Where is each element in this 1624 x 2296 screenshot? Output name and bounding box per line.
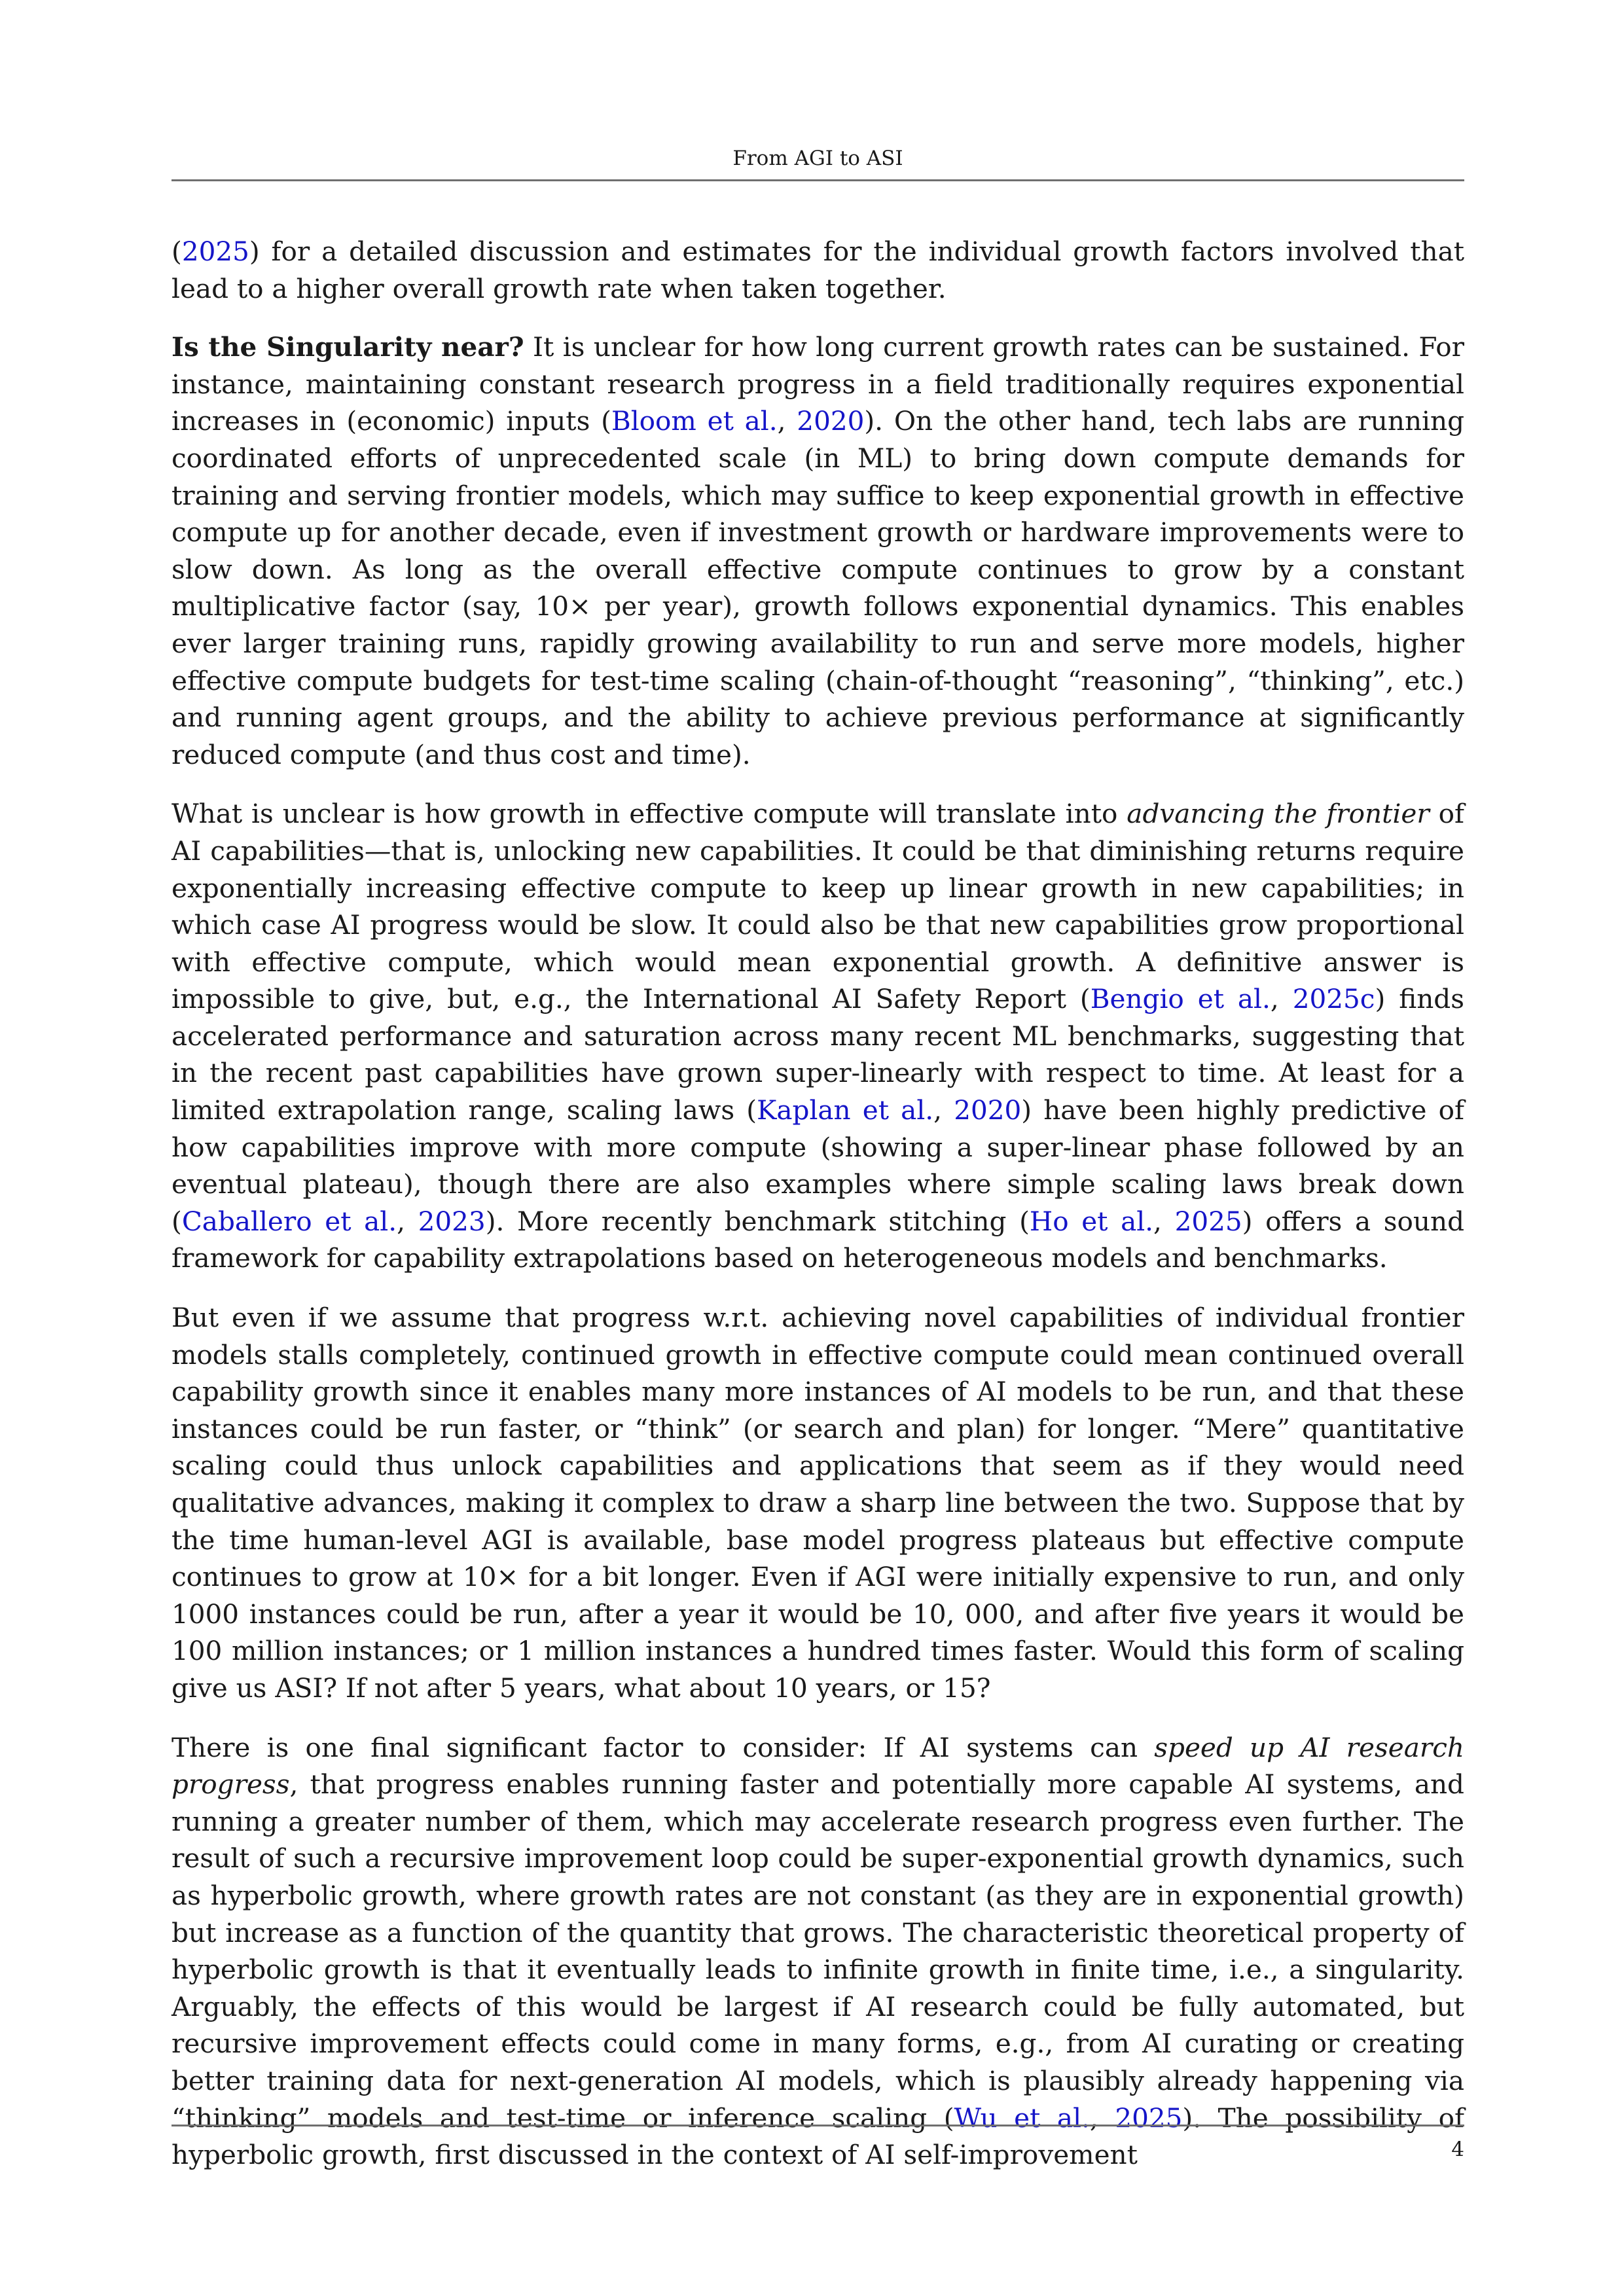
emphasis-text: advancing the frontier	[1127, 798, 1430, 830]
paragraph	[171, 1299, 1464, 1707]
body-text-run: ) have been highly predictive of how capabilities improve with more compute (showing a super-linear phase followed by an eventual plateau), though there are also examples where simple scaling laws break down (	[171, 1094, 1464, 1237]
paragraph	[171, 795, 1464, 1277]
body-text-run: ) finds accelerated performance and saturation across many recent ML benchmarks, suggesting that in the recent past capabilities have grown super-linearly with respect to time. At least for a limited extrapolation range, scaling laws (	[171, 983, 1465, 1126]
paragraph	[171, 1729, 1464, 2174]
body-text-run: ) offers a sound framework for capability extrapolations based on heterogeneous models and benchmarks.	[171, 1205, 1464, 1274]
body-text-run: ) for a detailed discussion and estimates for the individual growth factors involved that lead to a higher overall growth rate when taken together.	[171, 236, 1464, 304]
citation-link[interactable]: 2025	[1115, 2102, 1183, 2134]
body-text-run: of AI capabilities—that is, unlocking new capabilities. It could be that diminishing returns require exponentially increasing effective compute to keep up linear growth in new capabilities; in which case AI progress would be slow. It could also be that new capabilities grow proportional with effective compute, which would mean exponential growth. A definitive answer is impossible to give, but, e.g., the International AI Safety Report (	[171, 798, 1464, 1015]
body-text-run: (	[171, 236, 182, 267]
citation-link[interactable]: Wu et al.	[954, 2102, 1090, 2134]
body-text-run: ). On the other hand, tech labs are running coordinated efforts of unprecedented scale (in ML) to bring down compute demands for training and serving frontier models, which may suffice to keep exponential growth in effective compute up for another decade, even if investment growth or hardware improvements were to slow down. As long as the overall effective compute continues to grow by a constant multiplicative factor (say, 10× per year), growth follows exponential dynamics. This enables ever larger training runs, rapidly growing availability to run and serve more models, higher effective compute budgets for test-time scaling (chain-of-thought “reasoning”, “thinking”, etc.) and running agent groups, and the ability to achieve previous performance at significantly reduced compute (and thus cost and time).	[171, 405, 1464, 770]
citation-link[interactable]: Bloom et al.	[611, 405, 778, 437]
body-text-run: , that progress enables running faster and potentially more capable AI systems, and running a greater number of them, which may accelerate research progress even further. The result of such a recursive improvement loop could be super-exponential growth dynamics, such as hyperbolic growth, where growth rates are not constant (as they are in exponential growth) but increase as a function of the quantity that grows. The characteristic theoretical property of hyperbolic growth is that it eventually leads to infinite growth in finite time, i.e., a singularity. Arguably, the effects of this would be largest if AI research could be fully automated, but recursive improvement effects could come in many forms, e.g., from AI curating or creating better training data for next-generation AI models, which is plausibly already happening via “thinking” models and test-time or inference scaling (	[171, 1768, 1464, 2134]
body-text-run: ,	[1153, 1205, 1175, 1237]
body-text-run: ,	[1270, 983, 1293, 1015]
citation-link[interactable]: 2020	[954, 1094, 1022, 1126]
citation-link[interactable]: 2020	[797, 405, 865, 437]
body-text-run: It is unclear for how long current growth rates can be sustained. For instance, maintaining constant research progress in a field traditionally requires exponential increases in (economic) inputs (	[171, 331, 1464, 437]
body-text-run: There is one final significant factor to consider: If AI systems can	[171, 1731, 1155, 1763]
citation-link[interactable]: 2025c	[1292, 983, 1375, 1015]
emphasis-text: speed up AI research progress	[171, 1731, 1464, 1801]
citation-link[interactable]: 2023	[418, 1205, 486, 1237]
citation-link[interactable]: 2025	[1174, 1205, 1242, 1237]
citation-link[interactable]: 2025	[181, 236, 249, 267]
body-text-run: ,	[777, 405, 797, 437]
paragraph-heading: Is the Singularity near?	[171, 331, 524, 363]
body-text-run: What is unclear is how growth in effective compute will translate into	[171, 798, 1127, 830]
paragraph	[171, 329, 1464, 773]
citation-link[interactable]: Bengio et al.	[1090, 983, 1271, 1015]
citation-link[interactable]: Kaplan et al.	[757, 1094, 934, 1126]
paragraph	[171, 233, 1464, 307]
body-text	[171, 233, 1464, 2196]
body-text-run: ,	[1089, 2102, 1115, 2134]
body-text-run: ). More recently benchmark stitching (	[485, 1205, 1030, 1237]
page-number: 4	[1451, 2138, 1464, 2161]
running-header: From AGI to ASI	[732, 147, 903, 170]
body-text-run: ,	[397, 1205, 418, 1237]
citation-link[interactable]: Ho et al.	[1029, 1205, 1154, 1237]
footer-divider	[171, 2125, 1464, 2126]
citation-link[interactable]: Caballero et al.	[181, 1205, 397, 1237]
body-text-run: ,	[933, 1094, 954, 1126]
body-text-run: But even if we assume that progress w.r.t. achieving novel capabilities of individual frontier models stalls completely, continued growth in effective compute could mean continued overall capability growth since it enables many more instances of AI models to be run, and that these instances could be run faster, or “think” (or search and plan) for longer. “Mere” quantitative scaling could thus unlock capabilities and applications that seem as if they would need qualitative advances, making it complex to draw a sharp line between the two. Suppose that by the time human-level AGI is available, base model progress plateaus but effective compute continues to grow at 10× for a bit longer. Even if AGI were initially expensive to run, and only 1000 instances could be run, after a year it would be 10, 000, and after five years it would be 100 million instances; or 1 million instances a hundred times faster. Would this form of scaling give us ASI? If not after 5 years, what about 10 years, or 15?	[171, 1302, 1464, 1704]
body-text-run: ). The possibility of hyperbolic growth, first discussed in the context of AI self-improvement	[171, 2102, 1464, 2171]
header-divider	[171, 179, 1464, 181]
